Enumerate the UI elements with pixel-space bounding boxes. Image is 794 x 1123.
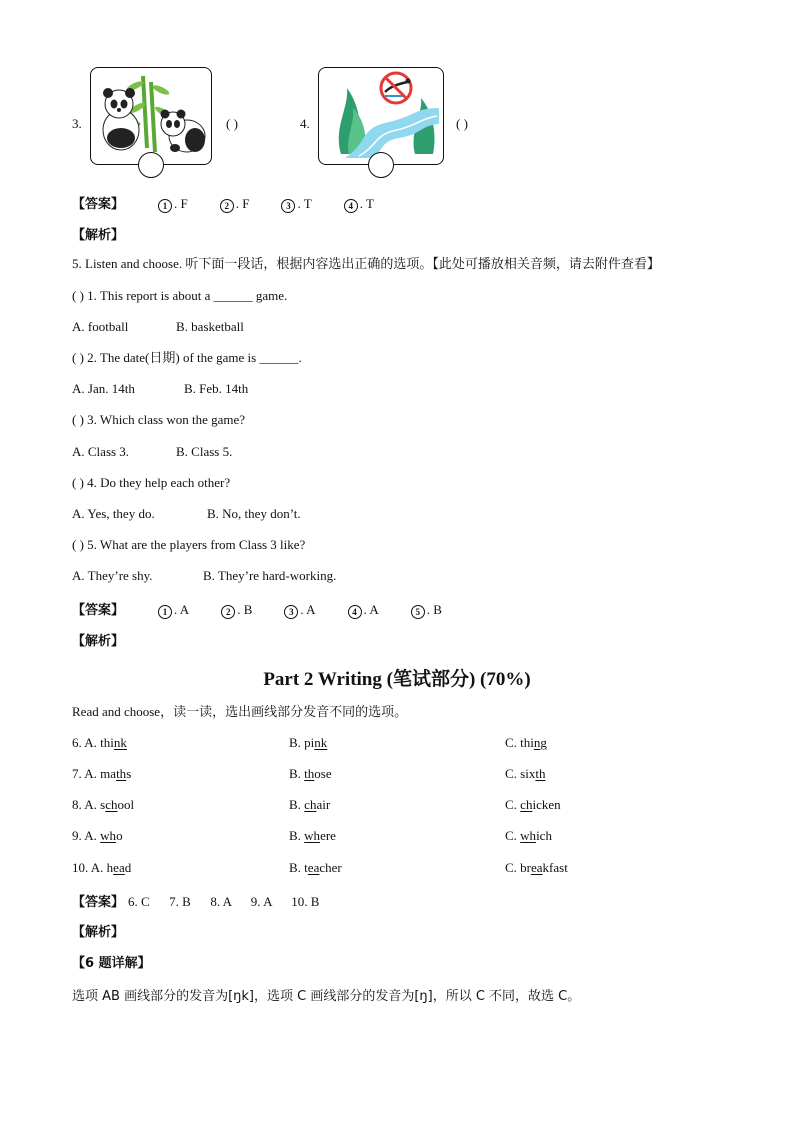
underlined-letters: wh: [100, 828, 117, 843]
phonics-option-c: C. chicken: [505, 797, 561, 812]
panda-picture-box: [90, 67, 212, 165]
q5-stem-5: ( ) 5. What are the players from Class 3 like?: [72, 537, 306, 552]
underlined-letters: wh: [520, 828, 537, 843]
analysis-tag: 【解析】: [72, 634, 125, 649]
detail-6-tag: 【6 题详解】: [72, 956, 151, 971]
phonics-option-a: 9. A. who: [72, 828, 123, 843]
river-picture-box: [318, 67, 444, 165]
circled-number-icon: 4: [348, 605, 362, 619]
underlined-letters: nk: [314, 735, 328, 750]
circled-number-icon: 5: [411, 605, 425, 619]
q5-stem-3: ( ) 3. Which class won the game?: [72, 412, 246, 427]
underlined-letters: ch: [520, 797, 533, 812]
answer-item: 2 . F: [220, 196, 250, 213]
no-diving-river-image: [319, 68, 443, 164]
question-4-number: 4.: [300, 116, 310, 131]
answer-item: 1 . A: [158, 602, 189, 619]
phonics-option-b: B. where: [289, 828, 336, 843]
q5-option-a-4: A. Yes, they do.: [72, 506, 155, 521]
part2-title: Part 2 Writing (笔试部分) (70%): [263, 669, 531, 690]
q5-option-a-2: A. Jan. 14th: [72, 381, 135, 396]
q5-option-b-2: B. Feb. 14th: [184, 381, 249, 396]
answer-item: 2 . B: [221, 602, 252, 619]
circled-number-icon: 4: [344, 199, 358, 213]
underlined-letters: th: [535, 766, 546, 781]
answer-row-3: [72, 891, 319, 911]
phonics-option-c: C. which: [505, 828, 552, 843]
answer-row-1: [72, 193, 402, 213]
answer-paren-3: ( ): [226, 116, 238, 131]
q5-option-b-5: B. They’re hard-working.: [203, 568, 337, 583]
answer-row-2: [72, 599, 470, 619]
answer-item: 4 . A: [348, 602, 379, 619]
question-3-number: 3.: [72, 116, 82, 131]
circled-number-icon: 2: [220, 199, 234, 213]
q5-option-b-1: B. basketball: [176, 319, 244, 334]
panda-image: [91, 68, 211, 164]
phonics-option-a: 7. A. maths: [72, 766, 132, 781]
q5-stem-2: ( ) 2. The date(日期) of the game is ______.: [72, 350, 302, 365]
detail-6-text: 选项 AB 画线部分的发音为[ŋk]，选项 C 画线部分的发音为[ŋ]，所以 C 不同，故选 C。: [72, 989, 581, 1004]
answer-tag: 【答案】: [72, 603, 125, 618]
underlined-letters: ea: [113, 860, 125, 875]
phonics-option-b: B. chair: [289, 797, 331, 812]
q5-instruction: 5. Listen and choose. 听下面一段话，根据内容选出正确的选项。【此处可播放相关音频，请去附件查看】: [72, 256, 660, 271]
q5-stem-1: ( ) 1. This report is about a ______ game.: [72, 288, 288, 303]
underlined-letters: ch: [105, 797, 118, 812]
underlined-letters: ng: [533, 735, 547, 750]
answer-item: 5 . B: [411, 602, 442, 619]
answer-circle[interactable]: [138, 152, 164, 178]
answer-item: 3 . A: [284, 602, 315, 619]
answer-item: 4 . T: [344, 196, 374, 213]
circled-number-icon: 1: [158, 199, 172, 213]
answer-paren-4: ( ): [456, 116, 468, 131]
underlined-letters: wh: [304, 828, 321, 843]
phonics-option-c: C. thing: [505, 735, 547, 750]
phonics-option-b: B. pink: [289, 735, 328, 750]
underlined-letters: th: [116, 766, 127, 781]
q5-option-b-4: B. No, they don’t.: [207, 506, 301, 521]
phonics-option-c: C. sixth: [505, 766, 546, 781]
phonics-option-b: B. those: [289, 766, 332, 781]
q5-stem-4: ( ) 4. Do they help each other?: [72, 475, 231, 490]
q5-option-a-5: A. They’re shy.: [72, 568, 153, 583]
q5-option-b-3: B. Class 5.: [176, 444, 233, 459]
phonics-option-c: C. breakfast: [505, 860, 568, 875]
phonics-option-a: 10. A. head: [72, 860, 132, 875]
phonics-option-a: 8. A. school: [72, 797, 135, 812]
underlined-letters: ea: [531, 860, 543, 875]
q5-option-a-3: A. Class 3.: [72, 444, 130, 459]
phonics-option-b: B. teacher: [289, 860, 342, 875]
answer-text: 6. C 7. B 8. A 9. A 10. B: [128, 894, 320, 909]
circled-number-icon: 2: [221, 605, 235, 619]
analysis-tag: 【解析】: [72, 925, 125, 940]
q5-option-a-1: A. football: [72, 319, 129, 334]
underlined-letters: ch: [304, 797, 317, 812]
underlined-letters: th: [304, 766, 315, 781]
underlined-letters: ea: [307, 860, 320, 875]
underlined-letters: nk: [113, 735, 127, 750]
answer-tag: 【答案】: [72, 197, 125, 212]
answer-item: 3 . T: [281, 196, 311, 213]
answer-tag: 【答案】: [72, 895, 125, 910]
part2-instruction: Read and choose，读一读，选出画线部分发音不同的选项。: [72, 704, 408, 719]
circled-number-icon: 3: [284, 605, 298, 619]
answer-circle[interactable]: [368, 152, 394, 178]
analysis-tag: 【解析】: [72, 228, 125, 243]
circled-number-icon: 3: [281, 199, 295, 213]
circled-number-icon: 1: [158, 605, 172, 619]
phonics-option-a: 6. A. think: [72, 735, 127, 750]
answer-item: 1 . F: [158, 196, 188, 213]
